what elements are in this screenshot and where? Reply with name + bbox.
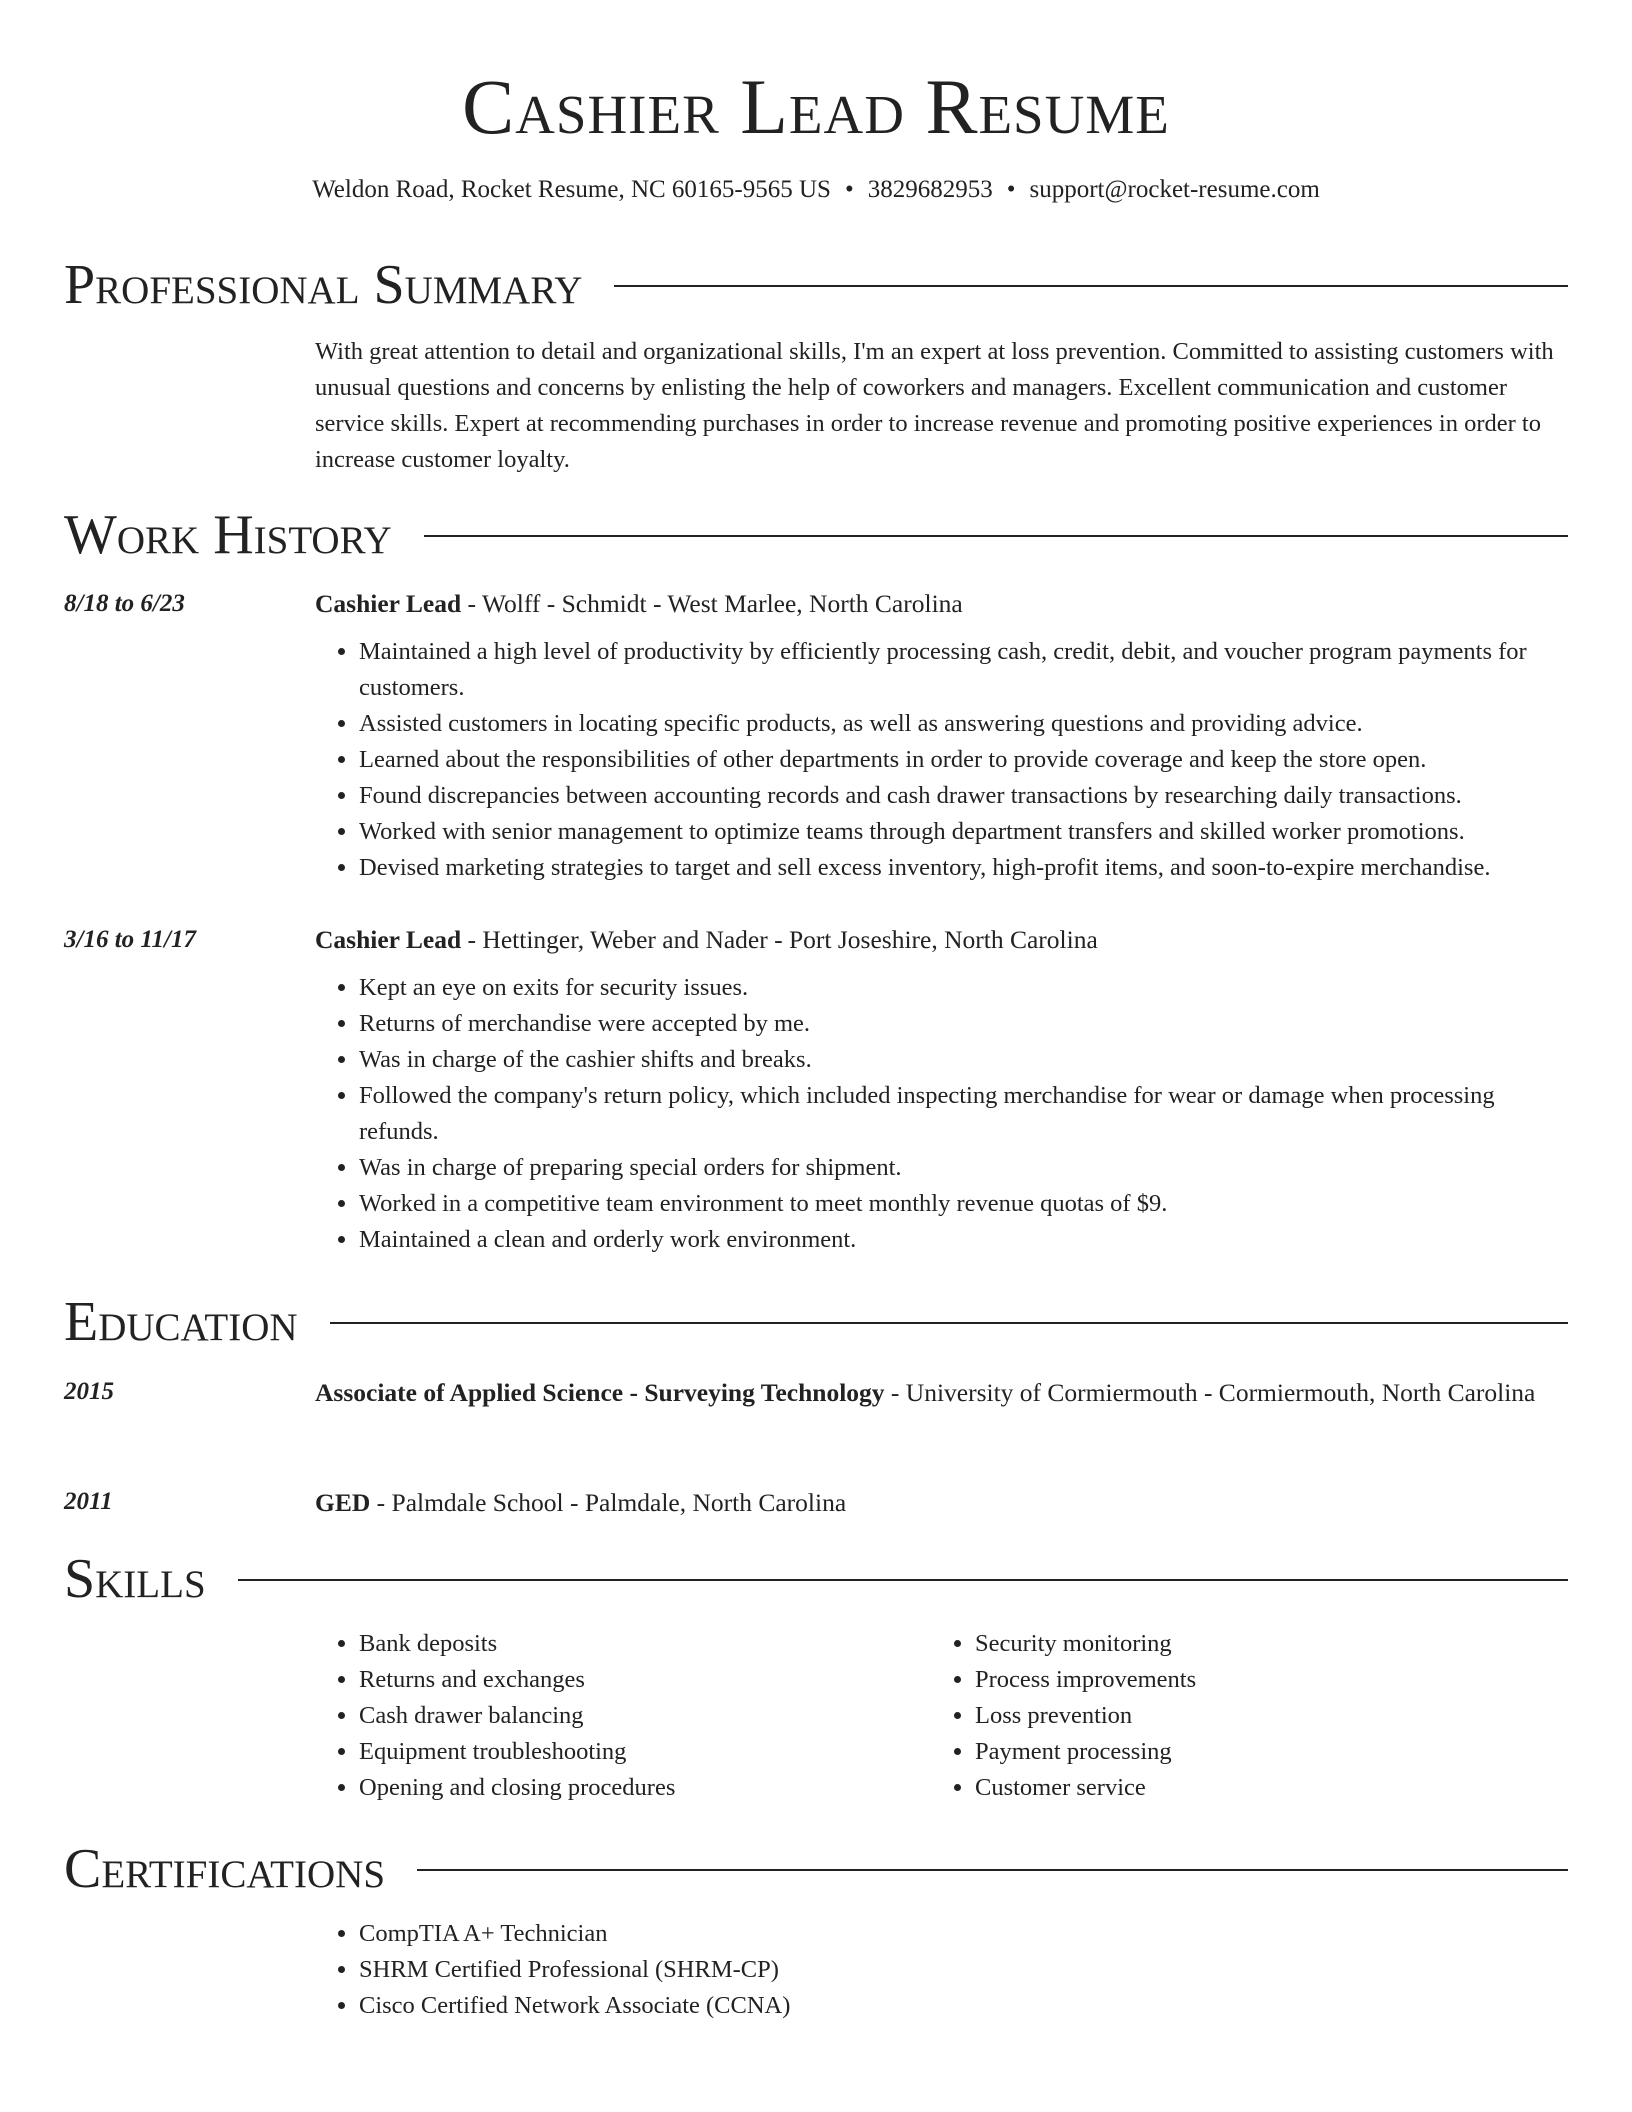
skill-item: • Opening and closing procedures bbox=[359, 1770, 931, 1806]
skill-item: • Cash drawer balancing bbox=[359, 1698, 931, 1734]
job-dates: 8/18 to 6/23 bbox=[64, 590, 185, 617]
job-duty: • Worked with senior management to optimize teams through department transfers and skilled worker promotions. bbox=[359, 814, 1568, 850]
job-duty: • Assisted customers in locating specific products, as well as answering questions and providing advice. bbox=[359, 706, 1568, 742]
contact-separator: • bbox=[844, 176, 854, 203]
education-school: - University of Cormiermouth - Cormiermouth, North Carolina bbox=[884, 1378, 1536, 1407]
education-entry bbox=[64, 1484, 1568, 1522]
job-duty: • Learned about the responsibilities of other departments in order to provide coverage and keep the store open. bbox=[359, 742, 1568, 778]
education-entry bbox=[64, 1374, 1568, 1412]
section-divider bbox=[424, 535, 1568, 537]
education-degree: GED bbox=[315, 1488, 371, 1517]
skills-list-right bbox=[931, 1626, 1547, 1806]
skill-item: • Customer service bbox=[975, 1770, 1547, 1806]
job-entry bbox=[64, 922, 1568, 1258]
skills-list-left bbox=[315, 1626, 931, 1806]
skill-item: • Security monitoring bbox=[975, 1626, 1547, 1662]
section-title-summary: Professional Summary bbox=[64, 254, 583, 316]
job-employer: - Hettinger, Weber and Nader - Port Joseshire, North Carolina bbox=[461, 925, 1098, 954]
job-duty: • Devised marketing strategies to target and sell excess inventory, high-profit items, and soon-to-expire merchandise. bbox=[359, 850, 1568, 886]
education-year: 2011 bbox=[64, 1488, 113, 1515]
section-header-skills bbox=[64, 1544, 1568, 1614]
certifications-list bbox=[315, 1916, 1568, 2024]
job-duty: • Followed the company's return policy, which included inspecting merchandise for wear or damage when processing refunds. bbox=[359, 1078, 1568, 1150]
contact-line bbox=[64, 172, 1568, 208]
contact-email: support@rocket-resume.com bbox=[1029, 176, 1320, 203]
job-duties-list bbox=[315, 634, 1568, 886]
section-title-education: Education bbox=[64, 1291, 298, 1353]
skill-item: • Bank deposits bbox=[359, 1626, 931, 1662]
certification-item: • Cisco Certified Network Associate (CCNA) bbox=[359, 1988, 1568, 2024]
skills-block bbox=[64, 1626, 1568, 1806]
education-heading bbox=[315, 1484, 1568, 1522]
section-title-work: Work History bbox=[64, 504, 392, 566]
job-employer: - Wolff - Schmidt - West Marlee, North Carolina bbox=[461, 589, 963, 618]
job-title: Cashier Lead bbox=[315, 589, 462, 618]
contact-phone: 3829682953 bbox=[867, 176, 993, 203]
summary-text: With great attention to detail and organizational skills, I'm an expert at loss prevention. Committed to assisting customers with unusual questions and concerns by enlisting the help of coworkers and managers. Excellent communication and customer service skills. Expert at recommending purchases in order to increase revenue and promoting positive experiences in order to increase customer loyalty. bbox=[315, 338, 1554, 473]
certifications-block bbox=[64, 1916, 1568, 2024]
job-dates: 3/16 to 11/17 bbox=[64, 926, 196, 953]
job-duty: • Was in charge of preparing special orders for shipment. bbox=[359, 1150, 1568, 1186]
job-entry bbox=[64, 586, 1568, 886]
job-duty: • Worked in a competitive team environment to meet monthly revenue quotas of $9. bbox=[359, 1186, 1568, 1222]
section-divider bbox=[417, 1869, 1568, 1871]
job-heading bbox=[315, 922, 1568, 958]
certification-item: • CompTIA A+ Technician bbox=[359, 1916, 1568, 1952]
education-heading bbox=[315, 1374, 1568, 1412]
contact-address: Weldon Road, Rocket Resume, NC 60165-9565 US bbox=[312, 176, 831, 203]
job-duty: • Found discrepancies between accounting records and cash drawer transactions by researching daily transactions. bbox=[359, 778, 1568, 814]
skill-item: • Loss prevention bbox=[975, 1698, 1547, 1734]
section-header-certifications bbox=[64, 1834, 1568, 1904]
contact-separator: • bbox=[1006, 176, 1016, 203]
section-divider bbox=[330, 1322, 1568, 1324]
education-school: - Palmdale School - Palmdale, North Carolina bbox=[370, 1488, 847, 1517]
certification-item: • SHRM Certified Professional (SHRM-CP) bbox=[359, 1952, 1568, 1988]
job-heading bbox=[315, 586, 1568, 622]
skill-item: • Process improvements bbox=[975, 1662, 1547, 1698]
job-duty: • Kept an eye on exits for security issues. bbox=[359, 970, 1568, 1006]
skill-item: • Payment processing bbox=[975, 1734, 1547, 1770]
section-title-skills: Skills bbox=[64, 1548, 206, 1610]
skill-item: • Equipment troubleshooting bbox=[359, 1734, 931, 1770]
job-duty: • Returns of merchandise were accepted by me. bbox=[359, 1006, 1568, 1042]
job-title: Cashier Lead bbox=[315, 925, 462, 954]
section-header-summary bbox=[64, 250, 1568, 320]
section-header-education bbox=[64, 1287, 1568, 1357]
section-divider bbox=[614, 285, 1568, 287]
job-duties-list bbox=[315, 970, 1568, 1258]
education-degree: Associate of Applied Science - Surveying Technology bbox=[315, 1378, 885, 1407]
summary-block bbox=[64, 334, 1568, 478]
skill-item: • Returns and exchanges bbox=[359, 1662, 931, 1698]
section-title-certifications: Certifications bbox=[64, 1838, 386, 1900]
job-duty: • Maintained a high level of productivity by efficiently processing cash, credit, debit, and voucher program payments for customers. bbox=[359, 634, 1568, 706]
section-divider bbox=[238, 1579, 1568, 1581]
education-year: 2015 bbox=[64, 1378, 114, 1405]
job-duty: • Maintained a clean and orderly work environment. bbox=[359, 1222, 1568, 1258]
job-duty: • Was in charge of the cashier shifts and breaks. bbox=[359, 1042, 1568, 1078]
section-header-work bbox=[64, 500, 1568, 570]
resume-title: Cashier Lead Resume bbox=[462, 63, 1170, 150]
